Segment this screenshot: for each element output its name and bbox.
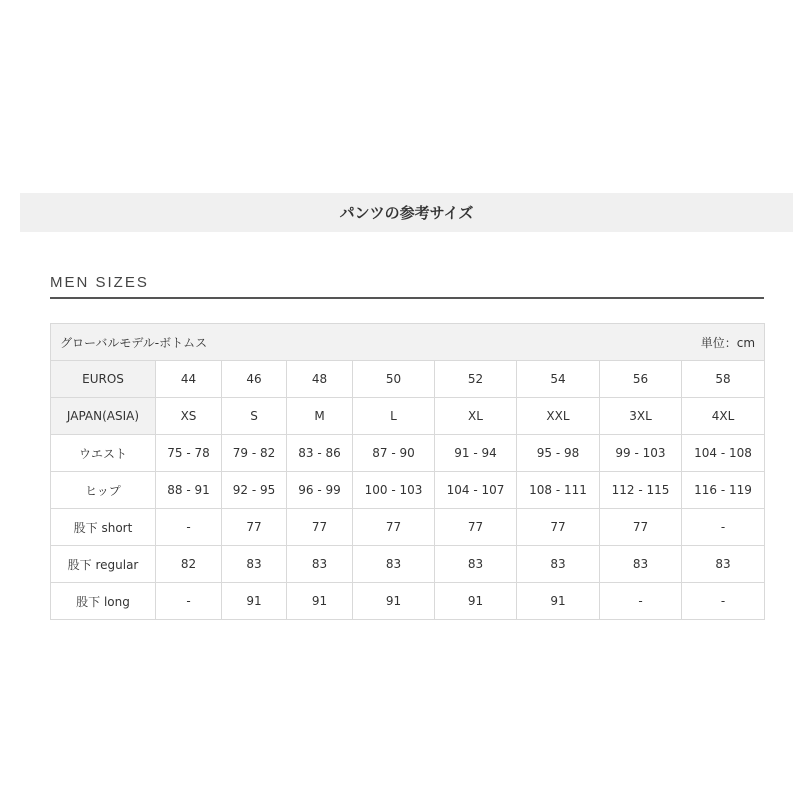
table-cell: 83 (222, 546, 287, 583)
table-header-cell (51, 324, 765, 361)
table-cell: - (600, 583, 682, 620)
table-cell: 77 (600, 509, 682, 546)
table-cell: 44 (156, 361, 222, 398)
table-cell: 77 (353, 509, 435, 546)
table-cell: 104 - 107 (435, 472, 517, 509)
table-cell: 87 - 90 (353, 435, 435, 472)
table-cell: 83 (435, 546, 517, 583)
table-row (51, 472, 765, 509)
table-cell: 77 (287, 509, 353, 546)
table-cell: S (222, 398, 287, 435)
table-cell: - (682, 583, 765, 620)
table-row (51, 435, 765, 472)
table-cell: 77 (435, 509, 517, 546)
table-cell: 48 (287, 361, 353, 398)
table-cell: 79 - 82 (222, 435, 287, 472)
table-cell: XL (435, 398, 517, 435)
table-row (51, 583, 765, 620)
table-row (51, 546, 765, 583)
table-cell: 96 - 99 (287, 472, 353, 509)
table-row (51, 398, 765, 435)
table-cell: 108 - 111 (517, 472, 600, 509)
table-cell: - (682, 509, 765, 546)
section-divider (50, 297, 764, 299)
row-label: 股下 short (51, 509, 156, 546)
table-cell: 83 (682, 546, 765, 583)
table-cell: 104 - 108 (682, 435, 765, 472)
unit-label: 単位：cm (700, 335, 756, 350)
table-cell: 56 (600, 361, 682, 398)
row-label: ウエスト (51, 435, 156, 472)
table-cell: 99 - 103 (600, 435, 682, 472)
table-cell: 92 - 95 (222, 472, 287, 509)
table-cell: - (156, 509, 222, 546)
table-cell: 91 (435, 583, 517, 620)
table-cell: 77 (222, 509, 287, 546)
table-cell: 46 (222, 361, 287, 398)
table-cell: XS (156, 398, 222, 435)
table-cell: 91 (287, 583, 353, 620)
table-cell: 4XL (682, 398, 765, 435)
row-label: 股下 long (51, 583, 156, 620)
table-cell: 54 (517, 361, 600, 398)
table-cell: 83 - 86 (287, 435, 353, 472)
table-cell: 112 - 115 (600, 472, 682, 509)
table-cell: M (287, 398, 353, 435)
row-label: EUROS (51, 361, 156, 398)
table-cell: 77 (517, 509, 600, 546)
table-cell: 82 (156, 546, 222, 583)
table-cell: 116 - 119 (682, 472, 765, 509)
table-cell: 83 (287, 546, 353, 583)
row-label: 股下 regular (51, 546, 156, 583)
table-cell: 91 (517, 583, 600, 620)
table-cell: 91 (353, 583, 435, 620)
table-cell: 58 (682, 361, 765, 398)
table-cell: 50 (353, 361, 435, 398)
table-cell: 100 - 103 (353, 472, 435, 509)
row-label: ヒップ (51, 472, 156, 509)
table-cell: 3XL (600, 398, 682, 435)
size-table (50, 323, 765, 620)
table-cell: 95 - 98 (517, 435, 600, 472)
table-header-row (51, 324, 765, 361)
table-cell: 83 (600, 546, 682, 583)
table-cell: 83 (517, 546, 600, 583)
table-cell: 88 - 91 (156, 472, 222, 509)
table-cell: 83 (353, 546, 435, 583)
section-title: MEN SIZES (50, 274, 149, 291)
table-cell: L (353, 398, 435, 435)
table-caption: グローバルモデル-ボトムス (60, 335, 208, 350)
table-row (51, 509, 765, 546)
table-cell: 75 - 78 (156, 435, 222, 472)
table-cell: 91 (222, 583, 287, 620)
row-label: JAPAN(ASIA) (51, 398, 156, 435)
table-row (51, 361, 765, 398)
banner-title: パンツの参考サイズ (339, 204, 474, 222)
table-cell: 52 (435, 361, 517, 398)
table-cell: 91 - 94 (435, 435, 517, 472)
table-cell: - (156, 583, 222, 620)
table-cell: XXL (517, 398, 600, 435)
banner (20, 193, 793, 232)
